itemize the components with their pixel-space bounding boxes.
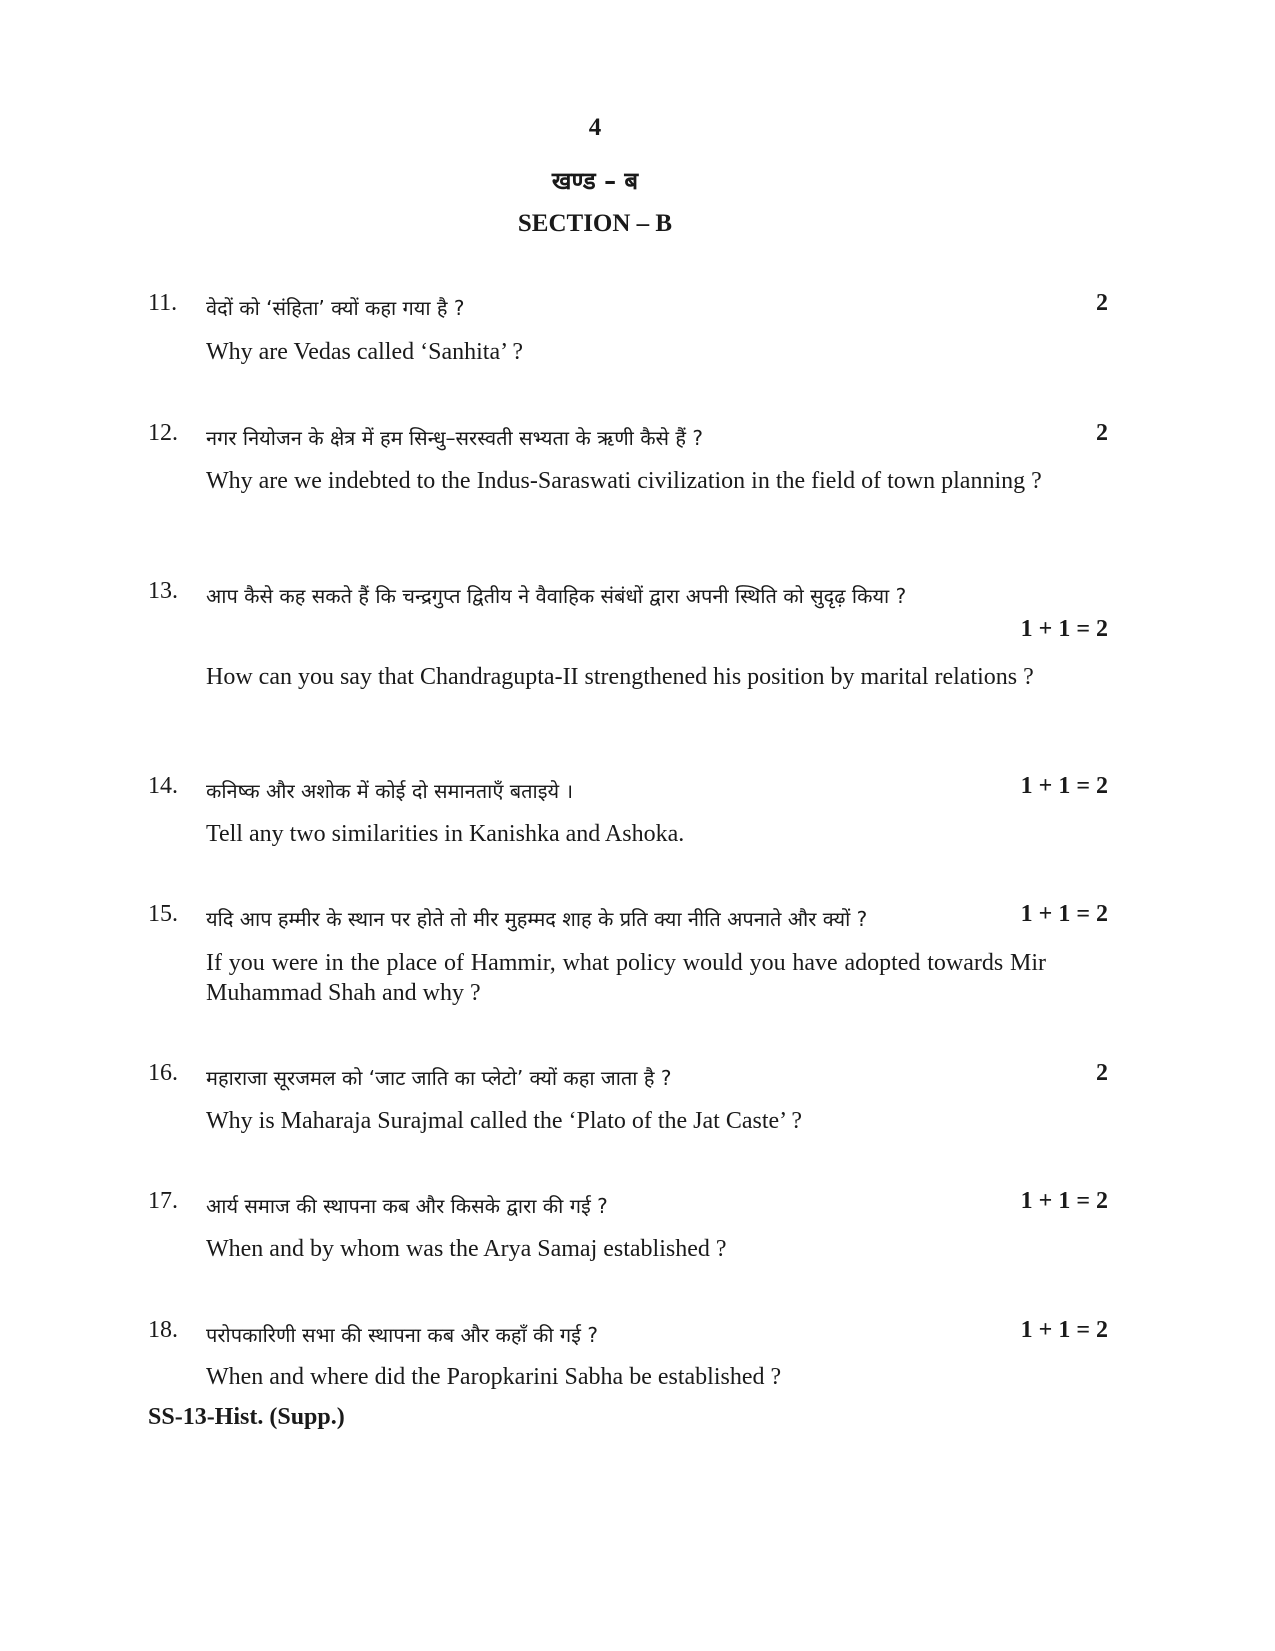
question-marks: 2 <box>1096 1060 1108 1086</box>
page-number: 4 <box>588 114 602 141</box>
question-number: 12. <box>148 420 178 446</box>
question-text-hindi: यदि आप हम्मीर के स्थान पर होते तो मीर मुहम्मद शाह के प्रति क्या नीति अपनाते और क्यों ? <box>206 907 868 931</box>
question-number: 18. <box>148 1317 178 1343</box>
question-marks: 1 + 1 = 2 <box>1020 616 1108 642</box>
question-marks: 2 <box>1096 290 1108 316</box>
section-title-hindi: खण्ड – ब <box>551 167 639 195</box>
question-number: 16. <box>148 1060 178 1086</box>
question-marks: 1 + 1 = 2 <box>1020 1188 1108 1214</box>
question-text-hindi: आर्य समाज की स्थापना कब और किसके द्वारा की गई ? <box>206 1194 608 1218</box>
question-text-hindi: परोपकारिणी सभा की स्थापना कब और कहाँ की गई ? <box>206 1323 598 1347</box>
question-text-english: When and where did the Paropkarini Sabha be established ? <box>206 1364 782 1390</box>
question-number: 13. <box>148 578 178 604</box>
question-number: 11. <box>148 290 178 316</box>
question-text-english: If you were in the place of Hammir, what policy would you have adopted towards Mir Muhammad Shah and why ? <box>206 950 1046 1006</box>
question-text-hindi: वेदों को ‘संहिता’ क्यों कहा गया है ? <box>206 296 465 320</box>
question-text-english: How can you say that Chandragupta-II strengthened his position by marital relations ? <box>206 664 1034 690</box>
question-text-hindi: नगर नियोजन के क्षेत्र में हम सिन्धु–सरस्वती सभ्यता के ऋणी कैसे हैं ? <box>206 426 704 450</box>
question-text-english: When and by whom was the Arya Samaj established ? <box>206 1236 727 1262</box>
question-text-english: Why is Maharaja Surajmal called the ‘Plato of the Jat Caste’ ? <box>206 1108 803 1134</box>
question-text-hindi: कनिष्क और अशोक में कोई दो समानताएँ बताइये । <box>206 779 574 803</box>
question-marks: 1 + 1 = 2 <box>1020 773 1108 799</box>
question-text-english: Why are we indebted to the Indus-Saraswati civilization in the field of town planning ? <box>206 468 1042 494</box>
question-marks: 2 <box>1096 420 1108 446</box>
question-marks: 1 + 1 = 2 <box>1020 1317 1108 1343</box>
question-text-english: Tell any two similarities in Kanishka and Ashoka. <box>206 821 685 847</box>
section-title-english: SECTION – B <box>517 210 673 237</box>
question-number: 15. <box>148 901 178 927</box>
question-number: 17. <box>148 1188 178 1214</box>
paper-code: SS-13-Hist. (Supp.) <box>148 1404 345 1430</box>
question-marks: 1 + 1 = 2 <box>1020 901 1108 927</box>
question-text-english: Why are Vedas called ‘Sanhita’ ? <box>206 339 523 365</box>
question-text-hindi: महाराजा सूरजमल को ‘जाट जाति का प्लेटो’ क्यों कहा जाता है ? <box>206 1066 672 1090</box>
question-number: 14. <box>148 773 178 799</box>
question-text-hindi: आप कैसे कह सकते हैं कि चन्द्रगुप्त द्वितीय ने वैवाहिक संबंधों द्वारा अपनी स्थिति को सुदृढ़ किया ? <box>206 584 907 608</box>
